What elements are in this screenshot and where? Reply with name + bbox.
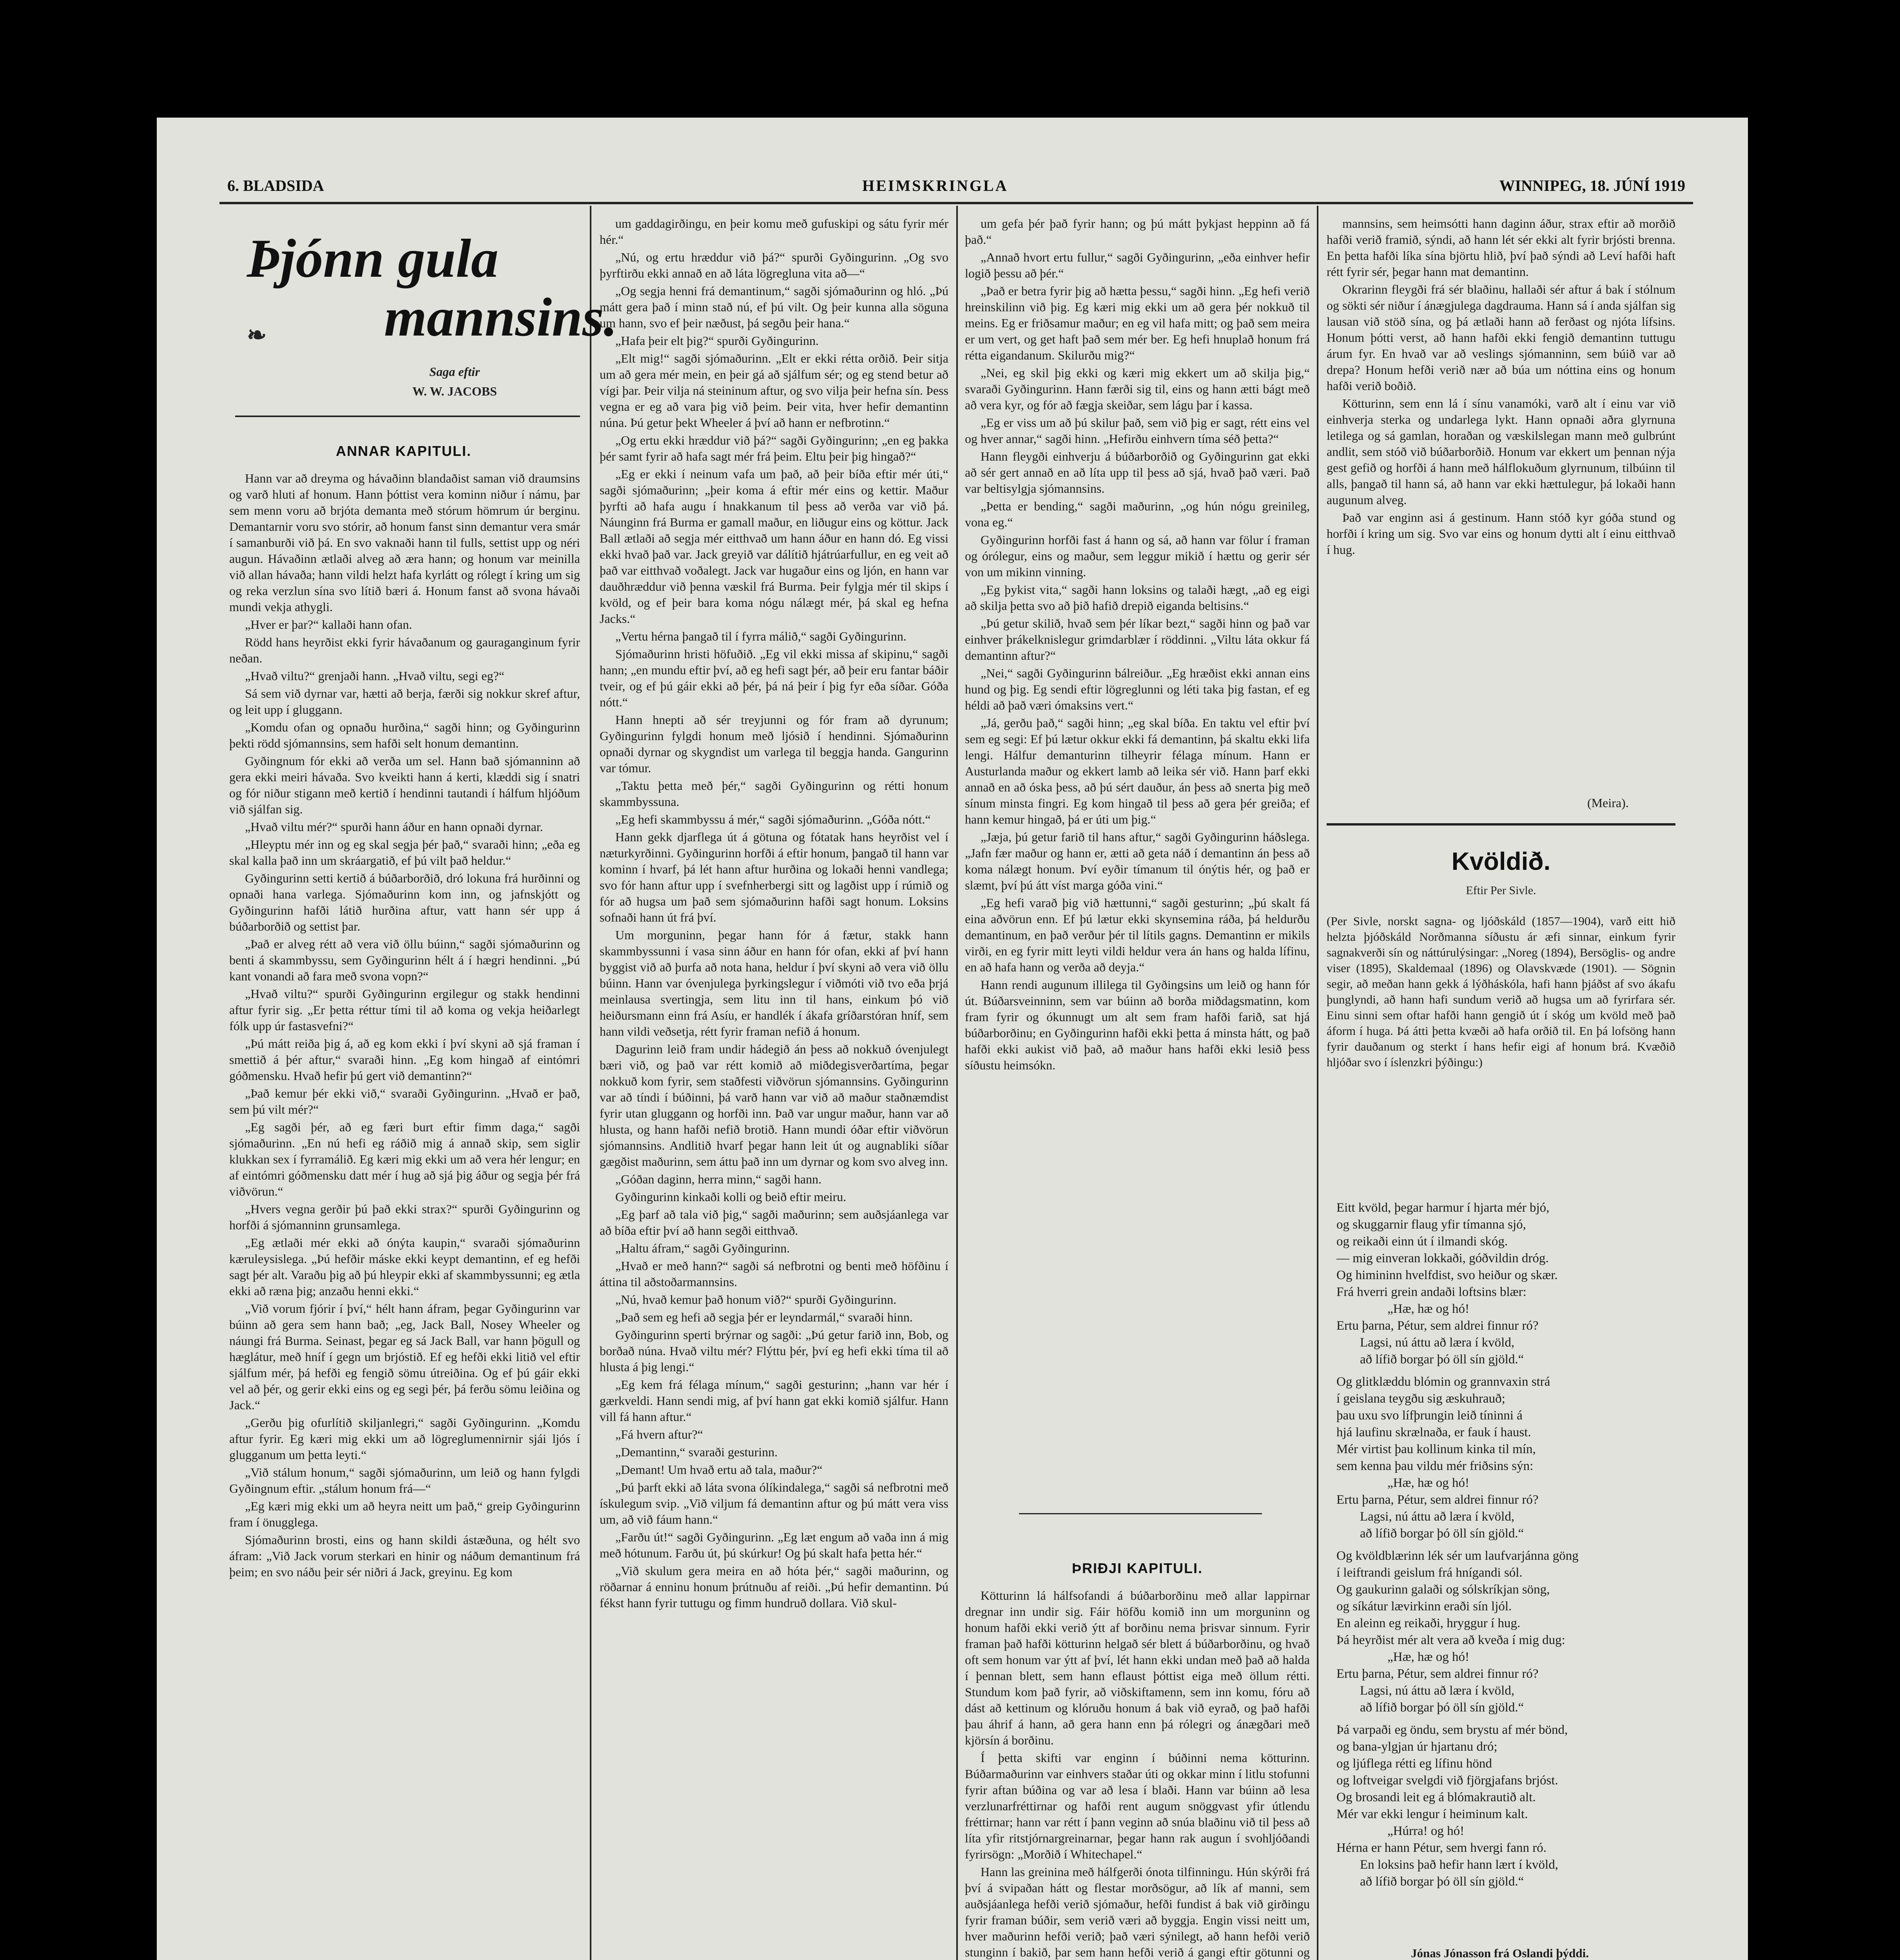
paragraph: „Það kemur þér ekki við,“ svaraði Gyðingurinn. „Hvað er það, sem þú vilt mér?“ — [229, 1086, 580, 1116]
poem-line: Frá hverri grein andaði loftsins blær: — [1336, 1285, 1527, 1299]
paragraph: Rödd hans heyrðist ekki fyrir hávaðanum og gauraganginum fyrir neðan. — [229, 635, 580, 665]
poem-line: „Hæ, hæ og hó! — [1387, 1302, 1469, 1316]
paragraph: Hann var að dreyma og hávaðinn blandaðist saman við draumsins og varð hluti af honum. Hann þóttist vera kominn niður í námu, þar sem menn voru að brjóta demanta með stórum hömrum úr berginu. Demantarnir voru svo stórir, að honum fanst sinn demantur vera smár í samanburði við þá. En svo vaknaði hann til fulls, settist upp og néri augun. Hávaðinn ætlaði alveg að æra hann; og honum var meinilla við allan hávaða; hann vildi helzt hafa kyrlátt og rólegt í kring um sig og reka verzlun sína svo lítið bæri á. Honum fanst að svona hávaði mundi vekja athygli. — [229, 471, 580, 614]
poem-line: Mér var ekki lengur í heiminum kalt. — [1336, 1807, 1528, 1821]
poem-line: Ertu þarna, Pétur, sem aldrei finnur ró? — [1336, 1493, 1539, 1507]
paragraph: Gyðingurinn sperti brýrnar og sagði: „Þú getur farið inn, Bob, og borðað núna. Hvað viltu mér? Flýttu þér, því eg hefi ekki tíma til að hlusta á þig lengi.“ — [600, 1328, 948, 1374]
paragraph: „Það sem eg hefi að segja þér er leyndarmál,“ svaraði hinn. — [615, 1310, 913, 1324]
paragraph: mannsins, sem heimsótti hann daginn áður, strax eftir að morðið hafði verið framið, sýndi, að hann lét sér ekki alt fyrir brjósti brenna. En þetta hafði líka sína björtu hlið, því það sýndi að Leví hafði haft rétt fyrir sér, þegar hann mat demantinn. — [1327, 216, 1675, 279]
poem-line: En loksins það hefir hann lært í kvöld, — [1360, 1858, 1558, 1872]
paragraph: „Hafa þeir elt þig?“ spurði Gyðingurinn. — [615, 334, 819, 348]
paragraph: „Eg þarf að tala við þig,“ sagði maðurinn; sem auðsjáanlega var að bíða eftir því að hann segði eitthvað. — [600, 1207, 948, 1238]
paragraph: „Demantinn,“ svaraði gesturinn. — [615, 1445, 778, 1459]
poem-line: og reikaði einn út í ilmandi skóg. — [1336, 1234, 1508, 1249]
paragraph: „Hvers vegna gerðir þú það ekki strax?“ spurði Gyðingurinn og horfði á sjómanninn grunsamlega. — [229, 1202, 580, 1232]
paragraph: „Þú mátt reiða þig á, að eg kom ekki í því skyni að sjá framan í smettið á þér aftur,“ svaraði hinn. „Eg kom hingað af eintómri góðmensku. Hvað hefir þú gert við demantinn?“ — [229, 1036, 580, 1083]
paragraph: „Eg ætlaði mér ekki að ónýta kaupin,“ svaraði sjómaðurinn kæruleysislega. „Þú hefðir máske ekki keypt demantinn, ef eg hefði sagt þér alt. Varaðu þig að þú hleypir ekki af skammbyssunni; eg ætla ekki að ræna þig; anzaðu henni ekki.“ — [229, 1236, 580, 1298]
paragraph: „Taktu þetta með þér,“ sagði Gyðingurinn og rétti honum skammbyssuna. — [600, 779, 948, 809]
paragraph: Hann hnepti að sér treyjunni og fór fram að dyrunum; Gyðingurinn fylgdi honum með ljósið í hendinni. Sjómaðurinn opnaði dyrnar og skygndist um varlega til beggja handa. Gangurinn var tómur. — [600, 713, 948, 775]
poem-line: Eitt kvöld, þegar harmur í hjarta mér bjó, — [1336, 1201, 1550, 1215]
paragraph: „Það er betra fyrir þig að hætta þessu,“ sagði hinn. „Eg hefi verið hreinskilinn við þig. Eg kæri mig ekki um að gera þér nokkuð til meins. Eg er friðsamur maður; en eg vil hafa mitt; og það sem meira er um vert, og get haft það sem mér ber. Eg hefi hnuplað honum frá rétta eigandanum. Skilurðu mig?“ — [965, 284, 1310, 362]
byline-label: Saga eftir — [429, 365, 480, 379]
paragraph: „Og segja henni frá demantinum,“ sagði sjómaðurinn og hló. „Þú mátt gera það í minn stað nú, ef þú vilt. Og þeir kunna alla söguna um hann, svo ef þeir næðust, þá segðu þeir hana.“ — [600, 284, 948, 330]
poem-line: í geislana teygðu sig æskuhrauð; — [1336, 1392, 1505, 1406]
poem-line: Þá heyrðist mér alt vera að kveða í mig dug: — [1336, 1633, 1565, 1647]
poem-intro: (Per Sivle, norskt sagna- og ljóðskáld (1857—1904), varð eitt hið helzta þjóðskáld Norðmanna síðustu ár æfi sinnar, einkum fyrir sagnakverði sín og náttúrulýsingar: „Noreg (1894), Bersöglis- og andre viser (1895), Skaldemaal (1896) og Olavskvæde (1901). — Sögnin segir, að meðan hann gekk á lýðháskóla, hafi hann þjáðst af svo ákafu þunglyndi, að hann hafi sundum verið að hugsa um að fyrirfara sér. Einu sinni sem oftar hafði hann gengið út í skóg um kvöld með það áform í huga. Þá átti þetta kvæði að hafa orðið til. En þá lofsöng hann fyrir dauðanum og sterkt í hans hefir eigi af honum brá. Kvæðið hljóðar svo í íslenzkri þýðingu:) — [1327, 914, 1675, 1069]
story-column-3-bottom — [965, 1588, 1310, 1960]
paragraph: Gyðingurinn kinkaði kolli og beið eftir meiru. — [615, 1190, 847, 1204]
paragraph: „Þú þarft ekki að láta svona ólíkindalega,“ sagði sá nefbrotni með ískulegum svip. „Við viljum fá demantinn aftur og þú mátt vera viss um, að við fáum hann.“ — [600, 1480, 948, 1526]
paragraph: Hann fleygði einhverju á búðarborðið og Gyðingurinn gat ekki að sér gert annað en að líta upp til þess að sjá, hvað það væri. Það var beltisylgja sjómannsins. — [965, 449, 1310, 495]
header-rule — [219, 202, 1693, 204]
poem-line: Og himininn hvelfdist, svo heiður og skær. — [1336, 1268, 1558, 1282]
column-rule — [590, 206, 591, 1960]
paragraph: Um morguninn, þegar hann fór á fætur, stakk hann skammbyssunni í vasa sinn áður en hann fór ofan, ekki af því hann byggist við að þurfa að nota hana, heldur í því skyni að vera við öllu búinn. Hann var óvenjulega þyrkingslegur í viðmóti við tvo eða þrjá meinlausa svertingja, sem litu inn til hans, einkum þó við heiðursmann einn frá Asíu, er handlék í ákafa gríðarstóran hníf, sem hann vildi veðsetja, rétt fyrir framan nefið á honum. — [600, 928, 948, 1038]
poem-line: Ertu þarna, Pétur, sem aldrei finnur ró? — [1336, 1319, 1539, 1333]
paragraph: „Hvað viltu mér?“ spurði hann áður en hann opnaði dyrnar. — [245, 820, 543, 834]
paragraph: „Hver er þar?“ kallaði hann ofan. — [245, 617, 412, 632]
poem-line: og bana-ylgjan úr hjartanu dró; — [1336, 1740, 1498, 1754]
poem-line: að lífið borgar þó öll sín gjöld.“ — [1360, 1526, 1524, 1541]
poem-line: Ertu þarna, Pétur, sem aldrei finnur ró? — [1336, 1667, 1539, 1681]
paragraph: „Farðu út!“ sagði Gyðingurinn. „Eg læt engum að vaða inn á mig með hótunum. Farðu út, þú skúrkur! Og þú skalt hafa þetta hér.“ — [600, 1530, 948, 1560]
byline-author: W. W. JACOBS — [412, 384, 497, 398]
paragraph: „Nei,“ sagði Gyðingurinn bálreiður. „Eg hræðist ekki annan eins hund og þig. Eg sendi eftir lögreglunni og léti taka þig fastan, ef eg héldi að það væri ómaksins vert.“ — [965, 666, 1310, 712]
paragraph: „Nú, hvað kemur það honum við?“ spurði Gyðingurinn. — [615, 1292, 897, 1307]
poem-stanza — [1336, 1374, 1673, 1542]
paragraph: Gyðingurinn horfði fast á hann og sá, að hann var fölur í framan og órólegur, eins og maður, sem leggur mikið í hættu og gerir sér von um mikinn vinning. — [965, 533, 1310, 579]
paragraph: „Demant! Um hvað ertu að tala, maður?“ — [615, 1463, 823, 1477]
chapter-heading-3: ÞRIÐJI KAPITULI. — [1071, 1560, 1203, 1576]
paragraph: „Og ertu ekki hræddur við þá?“ sagði Gyðingurinn; „en eg þakka þér samt fyrir að hafa sagt mér frá þeim. Eltu þeir þig hingað?“ — [600, 433, 948, 463]
story-title-line1: Þjónn gula — [247, 228, 499, 289]
poem-line: þau uxu svo lífþrungin leið tíninni á — [1336, 1408, 1523, 1423]
poem-line: hjá laufinu skrælnaða, er fauk í haust. — [1336, 1425, 1531, 1439]
story-title-line2: mannsins. — [384, 287, 618, 348]
poem-body — [1336, 1200, 1673, 1944]
poem-line: Þá varpaði eg öndu, sem brystu af mér bönd, — [1336, 1723, 1568, 1737]
paragraph: Hann las greinina með hálfgerði ónota tilfinningu. Hún skýrði frá því á svipaðan hátt og flestar morðsögur, að lík af manni, sem auðsjáanlega hefði verið sjómaður, hefði fundist á bak við girðingu fyrir framan búðir, sem verið væri að byggja. Engin vissi neitt um, hver maðurinn hefði verið; það væri sýnilegt, að hann hefði verið stunginn í bakið, þar sem hann hefði verið á gangi eftir götunni og — [965, 1865, 1310, 1959]
poem-line: „Húrra! og hó! — [1387, 1824, 1465, 1838]
poem-line: og síkátur lævirkinn eraði sín ljól. — [1336, 1599, 1512, 1613]
paragraph: Okrarinn fleygði frá sér blaðinu, hallaði sér aftur á bak í stólnum og sökti sér niður í ánægjulega dagdrauma. Hann sá í anda sjálfan sig lausan við stöð sína, og þá ætlaði hann að ferðast og njóta lífsins. Honum þótti verst, að hann hafði ekki fengið demantinn tuttugu árum fyr. En hvað var að veslings sjómanninn, sem búið var að drepa? Honum hefði verið nær að búa um nóttina eins og honum hafði verið boðið. — [1327, 282, 1675, 393]
page-header — [227, 176, 1685, 204]
paragraph: Hann gekk djarflega út á götuna og fótatak hans heyrðist vel í næturkyrðinni. Gyðingurinn horfði á eftir honum, þangað til hann var kominn í hvarf, þá lét hann aftur hurðina og lokaði henni vandlega; svo fór hann aftur upp í svefnherbergi sitt og lagðist upp í rúmið og fór að hugsa um það sem sjómaðurinn hafði sagt honum. Loksins sofnaði hann út frá því. — [600, 830, 948, 924]
paragraph: Sá sem við dyrnar var, hætti að berja, færði sig nokkur skref aftur, og leit upp í gluggann. — [229, 686, 580, 717]
paragraph: Gyðingnum fór ekki að verða um sel. Hann bað sjómanninn að gera ekki meiri hávaða. Svo kveikti hann á kerti, klæddi sig í snatri og fór niður stigann með kertið í hendinni tautandi í hálfum hljóðum við sjálfan sig. — [229, 754, 580, 816]
poem-line: Og glitklæddu blómin og grannvaxin strá — [1336, 1375, 1550, 1389]
poem-line: og skuggarnir flaug yfir tímanna sjó, — [1336, 1218, 1526, 1232]
story-column-2 — [600, 216, 948, 1960]
paragraph: „Haltu áfram,“ sagði Gyðingurinn. — [615, 1241, 790, 1255]
poem-line: í leiftrandi geislum frá hnígandi sól. — [1336, 1566, 1523, 1580]
paragraph: „Nei, eg skil þig ekki og kæri mig ekkert um að skilja þig,“ svaraði Gyðingurinn. Hann færði sig til, eins og hann ætti bágt með að vera kyr, og fór að fægja skeiðar, sem lágu þar í kassa. — [965, 366, 1310, 412]
poem-line: „Hæ, hæ og hó! — [1387, 1476, 1469, 1490]
poem-line: Og gaukurinn galaði og sólskríkjan söng, — [1336, 1583, 1550, 1597]
column-rule — [1317, 206, 1318, 1960]
poem-line: Og brosandi leit eg á blómakrautið alt. — [1336, 1790, 1536, 1804]
paragraph: „Hleyptu mér inn og eg skal segja þér það,“ svaraði hinn; „eða eg skal kalla það inn um skráargatið, ef þú vilt það heldur.“ — [229, 837, 580, 867]
page-number: 6. BLADSIDA — [227, 177, 324, 194]
paragraph: Í þetta skifti var enginn í búðinni nema kötturinn. Búðarmaðurinn var einhvers staðar úti og okkar minn í litlu stofunni fyrir aftan búðina og var að lesa í blaði. Hann var búinn að lesa verzlunarfréttirnar og hafði rent augum snöggvast yfir útlendu fréttirnar; hann var rétt í þann veginn að snúa blaðinu við til þess að líta yfir ritstjórnargreinarnar, þegar hann rak augun í svohljóðandi fyrirsögn: „Morðið í Whitechapel.“ — [965, 1751, 1310, 1861]
paragraph: „Vertu hérna þangað til í fyrra málið,“ sagði Gyðingurinn. — [615, 629, 906, 643]
poem-line: Lagsi, nú áttu að læra í kvöld, — [1360, 1684, 1515, 1698]
paragraph: „Hvað viltu?“ spurði Gyðingurinn ergilegur og stakk hendinni aftur fyrir sig. „Er þetta réttur tími til að koma og vekja heiðarlegt fólk upp úr fastasvefni?“ — [229, 987, 580, 1033]
paragraph: Það var enginn asi á gestinum. Hann stóð kyr góða stund og horfði í kring um sig. Svo var eins og honum dytti alt í einu eitthvað í hug. — [1327, 510, 1675, 557]
paragraph: „Það er alveg rétt að vera við öllu búinn,“ sagði sjómaðurinn og benti á skammbyssu, sem Gyðingurinn hélt á í hægri hendinni. „Þú kant vonandi að fara með svona vopn?“ — [229, 937, 580, 983]
paragraph: „Þetta er bending,“ sagði maðurinn, „og hún nógu greinileg, vona eg.“ — [965, 499, 1310, 529]
paragraph: „Elt mig!“ sagði sjómaðurinn. „Elt er ekki rétta orðið. Þeir sitja um að gera mér mein, en þeir gá að sjálfum sér; og eg stend betur að vígi þar. Þeir vilja ná steininum aftur, og svo vilja þeir hefna sín. Þess vegna er eg að vara þig við þeim. Þeir vita, hver hefir demantinn núna. Þú getur þekt Wheeler á því að hann er nefbrotinn.“ — [600, 351, 948, 430]
paragraph: „Hvað viltu?“ grenjaði hann. „Hvað viltu, segi eg?“ — [245, 669, 504, 683]
paragraph: „Eg kem frá félaga mínum,“ sagði gesturinn; „hann var hér í gærkveldi. Hann sendi mig, af því hann gat ekki komið sjálfur. Hann vill fá hann aftur.“ — [600, 1377, 948, 1424]
paragraph: „Nú, og ertu hræddur við þá?“ spurði Gyðingurinn. „Og svo þyrftirðu ekki annað en að láta lögregluna vita að—“ — [600, 250, 948, 280]
poem-author: Eftir Per Sivle. — [1466, 884, 1536, 897]
paragraph: „Jæja, þú getur farið til hans aftur,“ sagði Gyðingurinn háðslega. „Jafn fær maður og hann er, ætti að geta náð í demantinn án þess að koma nálægt honum. Því eyðir tímanum til ónýtis hér, og það er slæmt, því þú átt víst marga góða vini.“ — [965, 830, 1310, 892]
poem-line: Hérna er hann Pétur, sem hvergi fann ró. — [1336, 1841, 1546, 1855]
paragraph: „Já, gerðu það,“ sagði hinn; „eg skal bíða. En taktu vel eftir því sem eg segi: Ef þú lætur okkur ekki fá demantinn, þá skaltu ekki lifa lengi. Hálfur demanturinn tilheyrir félaga mínum. Hann er Austurlanda maður og ekkert lamb að leika sér við. Hann þarf ekki annað en að óska þess, að þú sért dauður, án þess að snerta þig með sínum minsta fingri. Eg kom hingað til þess að gera þér greiða; ef hann kemur hingað, þá er úti um þig.“ — [965, 716, 1310, 826]
paragraph: Dagurinn leið fram undir hádegið án þess að nokkuð óvenjulegt bæri við, og það var rétt komið að miðdegisverðartíma, þegar nokkuð kom fyrir, sem staðfesti viðvörun sjómannsins. Gyðingurinn var að tíndi í búðinni, þá varð hann var við að maður staðnæmdist fyrir utan gluggann og horfði inn. Það var ungur maður, hann var að hlusta, og hann hafði nefið brotið. Hann mundi óðar eftir viðvörun sjómannsins. Andlitið hvarf þegar hann leit út og augnabliki síðar gægðist maðurinn, sem áttu það inn um dyrnar og kom svo alveg inn. — [600, 1042, 948, 1169]
paragraph: „Við vorum fjórir í því,“ hélt hann áfram, þegar Gyðingurinn var búinn að gera sem hann bað; „eg, Jack Ball, Nosey Wheeler og náungi frá Burma. Seinast, þegar eg sá Jack Ball, var hann þögull og hæglátur, með hníf í gegn um brjóstið. Ef eg hefði ekki litið vel eftir sjálfum mér, þá hefði eg fengið sömu útreiðina. Og ef þú gáir ekki vel að þér, og gerir ekki eins og eg segi þér, þá ferðu sömu leiðina og Jack.“ — [229, 1301, 580, 1412]
paragraph: „Við stálum honum,“ sagði sjómaðurinn, um leið og hann fylgdi Gyðingnum eftir. „stálum honum frá—“ — [229, 1465, 580, 1495]
poem-line: og loftveigar svelgdi við fjörgjafans brjóst. — [1336, 1773, 1558, 1788]
continued-note: (Meira). — [1587, 796, 1629, 810]
paragraph: Gyðingurinn setti kertið á búðarborðið, dró lokuna frá hurðinni og opnaði hana varlega. Sjómaðurinn kom inn, og jafnskjótt og Gyðingurinn hafði látið hurðina aftur, vatt hann sér upp á búðarborðið og settist þar. — [229, 871, 580, 933]
poem-line: og ljúflega rétti eg lífinu hönd — [1336, 1757, 1492, 1771]
paragraph: „Eg þykist vita,“ sagði hann loksins og talaði hægt, „að eg eigi að skilja þetta svo að þið hafið drepið eiganda beltisins.“ — [965, 583, 1310, 613]
paragraph: „Gerðu þig ofurlítið skiljanlegri,“ sagði Gyðingurinn. „Komdu aftur fyrir. Eg kæri mig ekki um að lögreglumennirnir sjái ljós í glugganum um þetta leyti.“ — [229, 1416, 580, 1462]
paragraph: „Eg er ekki í neinum vafa um það, að þeir bíða eftir mér úti,“ sagði sjómaðurinn; „þeir koma á eftir mér eins og kettir. Maður þyrfti að hafa augu í hnakkanum til þess að verða var við þá. Náunginn frá Burma er gamall maður, en liðugur eins og köttur. Jack Ball ætlaði að segja mér eitthvað um hann áður en hann dó. Eg vissi ekki hvað það var. Jack greyið var dálítið hjátrúarfullur, en eg veit að það var eitthvað voðalegt. Jack var hugaður eins og ljón, en hann var dauðhræddur við þenna væskil frá Burma. Þeir fylgja mér til skips í kvöld, og ef þeir bara koma nógu nálægt mér, þá skal eg hefna Jacks.“ — [600, 467, 948, 626]
paragraph: Kötturinn lá hálfsofandi á búðarborðinu með allar lappirnar dregnar inn undir sig. Fáir höfðu komið inn um morguninn og honum hafði ekki verið ýtt af borðinu nema þrisvar sinnum. Fyrir framan það hafði kötturinn helgað sér blett á búðarborðinu, og hvað oft sem honum var ýtt af því, lét hann ekki undan með það að halda í þennan blett, sem hann eflaust þóttist eiga með öllum rétti. Stundum kom það fyrir, að viðskiftamenn, sem inn komu, fóru að dást að kettinum og klóruðu honum á bak við eyrað, og það hafði þau áhrif á hann, að gera hann enn þá rólegri og ánægðari með kjörsín á borðinu. — [965, 1588, 1310, 1747]
poem-line: — mig einveran lokkaði, góðvildin dróg. — [1336, 1251, 1549, 1265]
poem-line: En aleinn eg reikaði, hryggur í hug. — [1336, 1616, 1521, 1630]
poem-line: Lagsi, nú áttu að læra í kvöld, — [1360, 1510, 1515, 1524]
paragraph: „Annað hvort ertu fullur,“ sagði Gyðingurinn, „eða einhver hefir logið þessu að þér.“ — [965, 250, 1310, 280]
paragraph: „Eg hefi skammbyssu á mér,“ sagði sjómaðurinn. „Góða nótt.“ — [615, 812, 931, 826]
section-rule — [1019, 1513, 1262, 1514]
paragraph: „Eg kæri mig ekki um að heyra neitt um það,“ greip Gyðingurinn fram í önugglega. — [229, 1499, 580, 1529]
paragraph: um gaddagirðingu, en þeir komu með gufuskipi og sátu fyrir mér hér.“ — [600, 216, 948, 247]
paragraph: „Eg er viss um að þú skilur það, sem við þig er sagt, rétt eins vel og hver annar,“ sagði hinn. „Hefirðu einhvern tíma séð þetta?“ — [965, 416, 1310, 446]
paragraph: Hann rendi augunum illilega til Gyðingsins um leið og hann fór út. Búðarsveinninn, sem var búinn að borða miðdagsmatinn, kom fram fyrir og ókunnugt um alt sem fram hafði farið, sat hjá búðarborðinu; en Gyðingurinn hafði ekki þetta á minsta hátt, og það hafði ekki aukist við það, að maður hans hafði ekki lesið þess síðustu heimsókn. — [965, 978, 1310, 1072]
paragraph: „Komdu ofan og opnaðu hurðina,“ sagði hinn; og Gyðingurinn þekti rödd sjómannsins, sem hafði selt honum demantinn. — [229, 720, 580, 750]
paragraph: Sjómaðurinn hristi höfuðið. „Eg vil ekki missa af skipinu,“ sagði hann; „en mundu eftir því, að eg hefi sagt þér, að þeir eru fantar báðir tveir, og ef þú gáir ekki að þér, þá ná þeir í þig fyr eða síðar. Góða nótt.“ — [600, 647, 948, 709]
poem-line: Mér virtist þau kollinum kinka til mín, — [1336, 1442, 1536, 1456]
story-column-1 — [229, 470, 580, 1960]
paragraph: um gefa þér það fyrir hann; og þú mátt þykjast heppinn að fá það.“ — [965, 216, 1310, 247]
poem-line: Og kvöldblærinn lék sér um laufvarjánna göng — [1336, 1549, 1579, 1563]
dateline: WINNIPEG, 18. JÚNÍ 1919 — [1499, 177, 1685, 194]
paragraph: „Góðan daginn, herra minn,“ sagði hann. — [615, 1172, 822, 1186]
poem-stanza — [1336, 1722, 1673, 1890]
title-rule — [235, 416, 580, 417]
paragraph: „Við skulum gera meira en að hóta þér,“ sagði maðurinn, og röðarnar á enninu honum þrútnuðu af reiði. „Þú hefir demantinn. Þú fékst hann fyrir tuttugu og fimm hundruð dollara. Við skul- — [600, 1564, 948, 1610]
paragraph: „Eg hefi varað þig við hættunni,“ sagði gesturinn; „þú skalt fá eina aðvörun enn. Ef þú lætur ekki skynsemina ráða, þá heldurðu demantinum, en það verður þér til lítils gagns. Demantinn er mikils virði, en eg fyrir mitt leyti vildi heldur vera án hans og halda lífinu, en að hafa hann og verða að deyja.“ — [965, 896, 1310, 974]
poem-line: að lífið borgar þó öll sín gjöld.“ — [1360, 1352, 1524, 1367]
paragraph: „Fá hvern aftur?“ — [615, 1427, 703, 1441]
newspaper-page — [157, 118, 1748, 1960]
story-column-4 — [1327, 216, 1675, 811]
paragraph: „Eg sagði þér, að eg færi burt eftir fimm daga,“ sagði sjómaðurinn. „En nú hefi eg ráðið mig á annað skip, sem siglir klukkan sex í fyrramálið. Eg kæri mig ekki um að vera hér lengur; en af eintómri góðmensku datt mér í hug að sjá þig áður og segja þér frá viðvörun.“ — [229, 1120, 580, 1198]
poem-line: sem kenna þau vildu mér friðsins sýn: — [1336, 1459, 1534, 1473]
poem-stanza — [1336, 1200, 1673, 1368]
paragraph: Sjómaðurinn brosti, eins og hann skildi ástæðuna, og hélt svo áfram: „Við Jack vorum sterkari en hinir og náðum demantinum frá þeim; en svo náðu þeir sér niðri á Jack, greyinu. Eg kom — [229, 1533, 580, 1579]
poem-stanza — [1336, 1548, 1673, 1716]
poem-translator: Jónas Jónasson frá Oslandi þýddi. — [1411, 1946, 1589, 1960]
ornament: ❧ — [247, 322, 267, 348]
story-column-3-top — [965, 216, 1310, 1501]
poem-line: að lífið borgar þó öll sín gjöld.“ — [1360, 1875, 1524, 1889]
chapter-heading-2: ANNAR KAPITULI. — [336, 443, 471, 459]
paper-name: HEIMSKRINGLA — [862, 177, 1008, 194]
poem-line: Lagsi, nú áttu að læra í kvöld, — [1360, 1336, 1515, 1350]
poem-title: Kvöldið. — [1451, 847, 1551, 875]
column-divider-rule — [1327, 823, 1675, 826]
paragraph: „Þú getur skilið, hvað sem þér líkar bezt,“ sagði hinn og það var einhver þrákelknislegur grimdarblær í röddinni. „Viltu láta okkur fá demantinn aftur?“ — [965, 616, 1310, 662]
paragraph: „Hvað er með hann?“ sagði sá nefbrotni og benti með höfðinu í áttina til aðstoðarmannsins. — [600, 1259, 948, 1289]
poem-line: að lífið borgar þó öll sín gjöld.“ — [1360, 1700, 1524, 1715]
paragraph: Kötturinn, sem enn lá í sínu vanamóki, varð alt í einu var við einhverja sterka og undarlega lykt. Hann opnaði aðra glyrnuna letilega og sá gamlan, horaðan og væskilslegan mann með gulbrúnt andlit, sem stóð við búðarborðið. Honum var ekkert um þennan nýja gest gefið og horfði á hann með hálflokuðum glyrnunum, tilbúinn til alls, þangað til hann sá, að hann var ekki hættulegur, þá lokaði hann augunum alveg. — [1327, 396, 1675, 507]
column-rule — [956, 206, 958, 1960]
poem-line: „Hæ, hæ og hó! — [1387, 1650, 1469, 1664]
